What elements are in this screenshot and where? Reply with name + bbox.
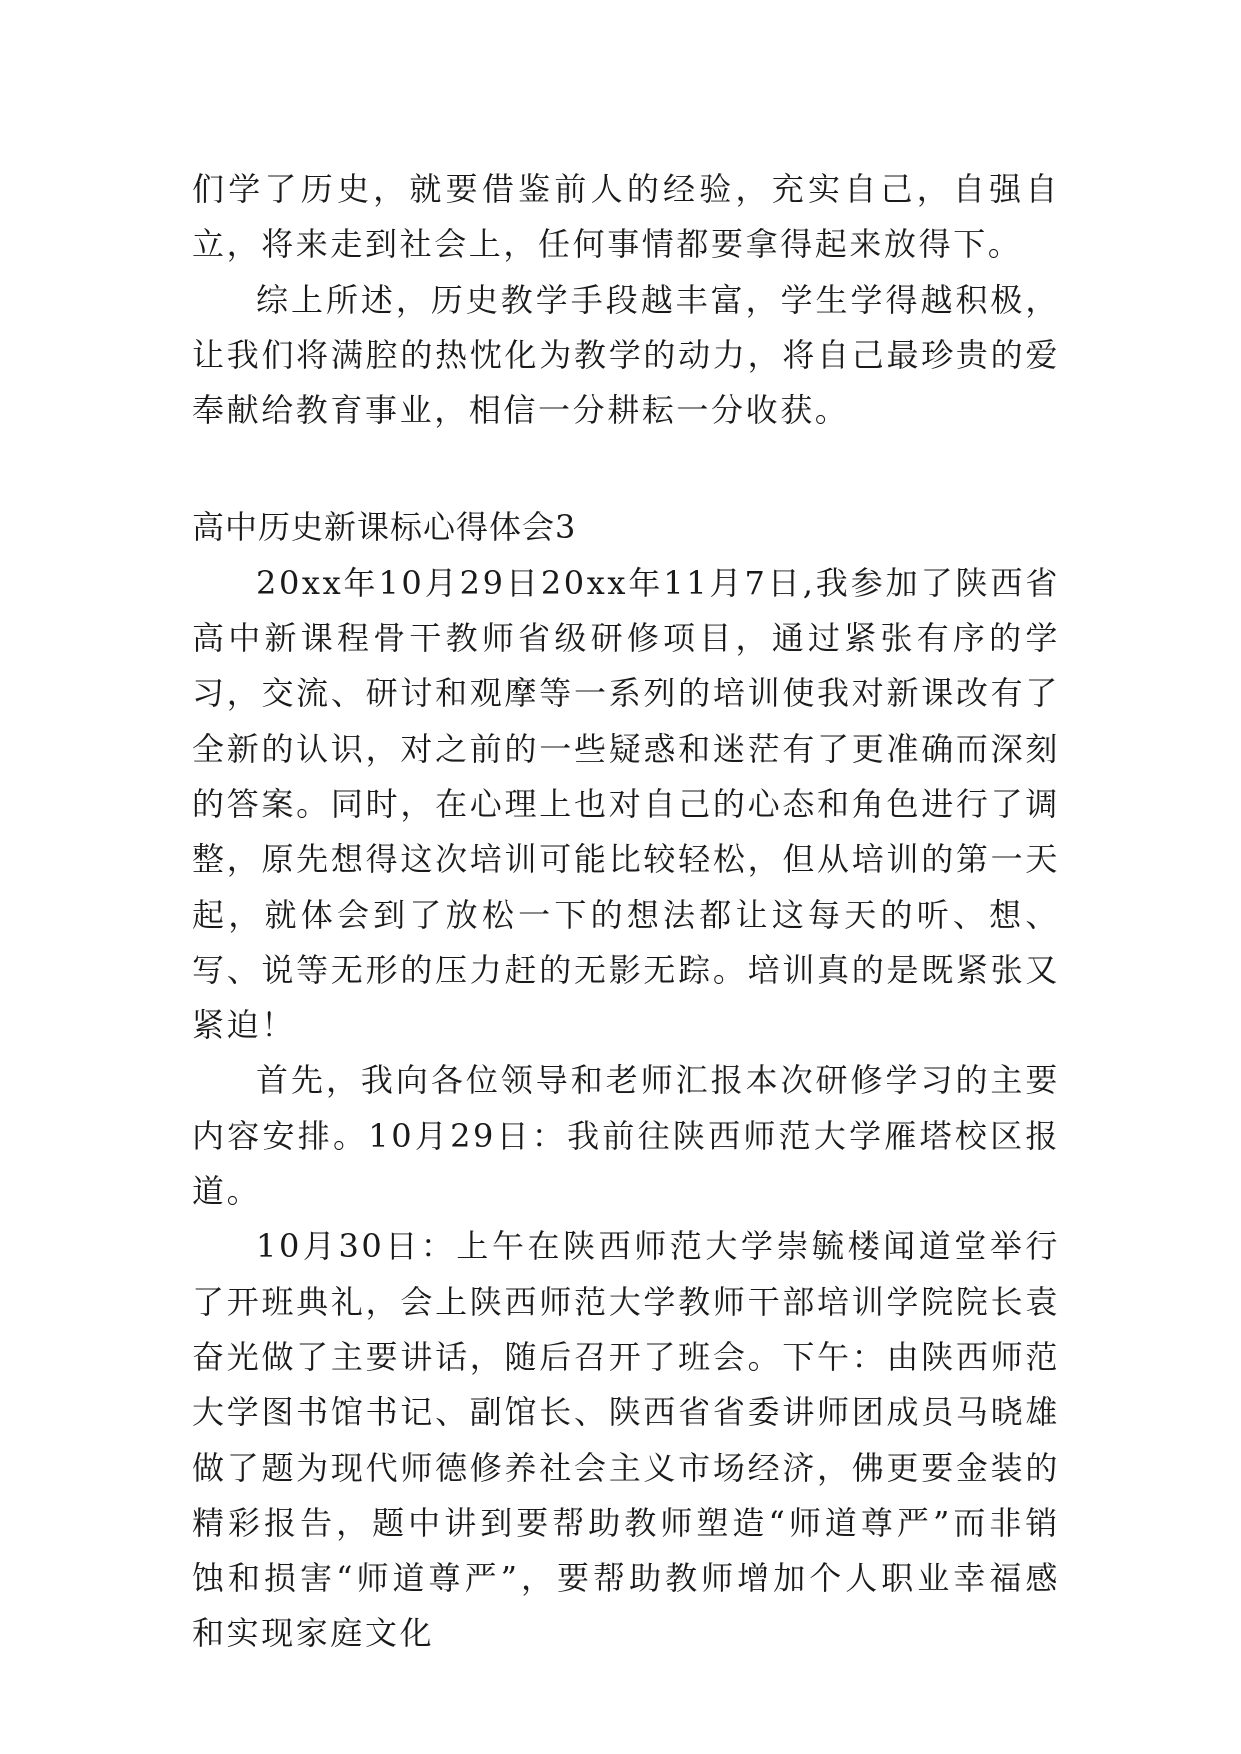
paragraph-intro: 20xx年10月29日20xx年11月7日,我参加了陕西省高中新课程骨干教师省级研修项目，通过紧张有序的学习，交流、研讨和观摩等一系列的培训使我对新课改有了全新的认识，对之前的一些疑惑和迷茫有了更准确而深刻的答案。同时，在心理上也对自己的心态和角色进行了调整，原先想得这次培训可能比较轻松，但从培训的第一天起，就体会到了放松一下的想法都让这每天的听、想、写、说等无形的压力赶的无影无踪。培训真的是既紧张又紧迫！ <box>192 563 1060 1045</box>
paragraph-schedule: 首先，我向各位领导和老师汇报本次研修学习的主要内容安排。10月29日：我前往陕西师范大学雁塔校区报道。 <box>192 1061 1060 1211</box>
section-title: 高中历史新课标心得体会3 <box>192 508 577 547</box>
paragraph-continued: 们学了历史，就要借鉴前人的经验，充实自己，自强自立，将来走到社会上，任何事情都要拿得起来放得下。 <box>192 170 1060 264</box>
paragraph-oct-30: 10月30日：上午在陕西师范大学崇毓楼闻道堂举行了开班典礼，会上陕西师范大学教师干部培训学院院长袁奋光做了主要讲话，随后召开了班会。下午：由陕西师范大学图书馆书记、副馆长、陕西省省委讲师团成员马晓雄做了题为现代师德修养社会主义市场经济，佛更要金装的精彩报告，题中讲到要帮助教师塑造“师道尊严”而非销蚀和损害“师道尊严”，要帮助教师增加个人职业幸福感和实现家庭文化 <box>192 1227 1060 1653</box>
paragraph-summary: 综上所述，历史教学手段越丰富，学生学得越积极，让我们将满腔的热忱化为教学的动力，将自己最珍贵的爱奉献给教育事业，相信一分耕耘一分收获。 <box>192 280 1060 430</box>
document-body <box>192 162 1060 1662</box>
